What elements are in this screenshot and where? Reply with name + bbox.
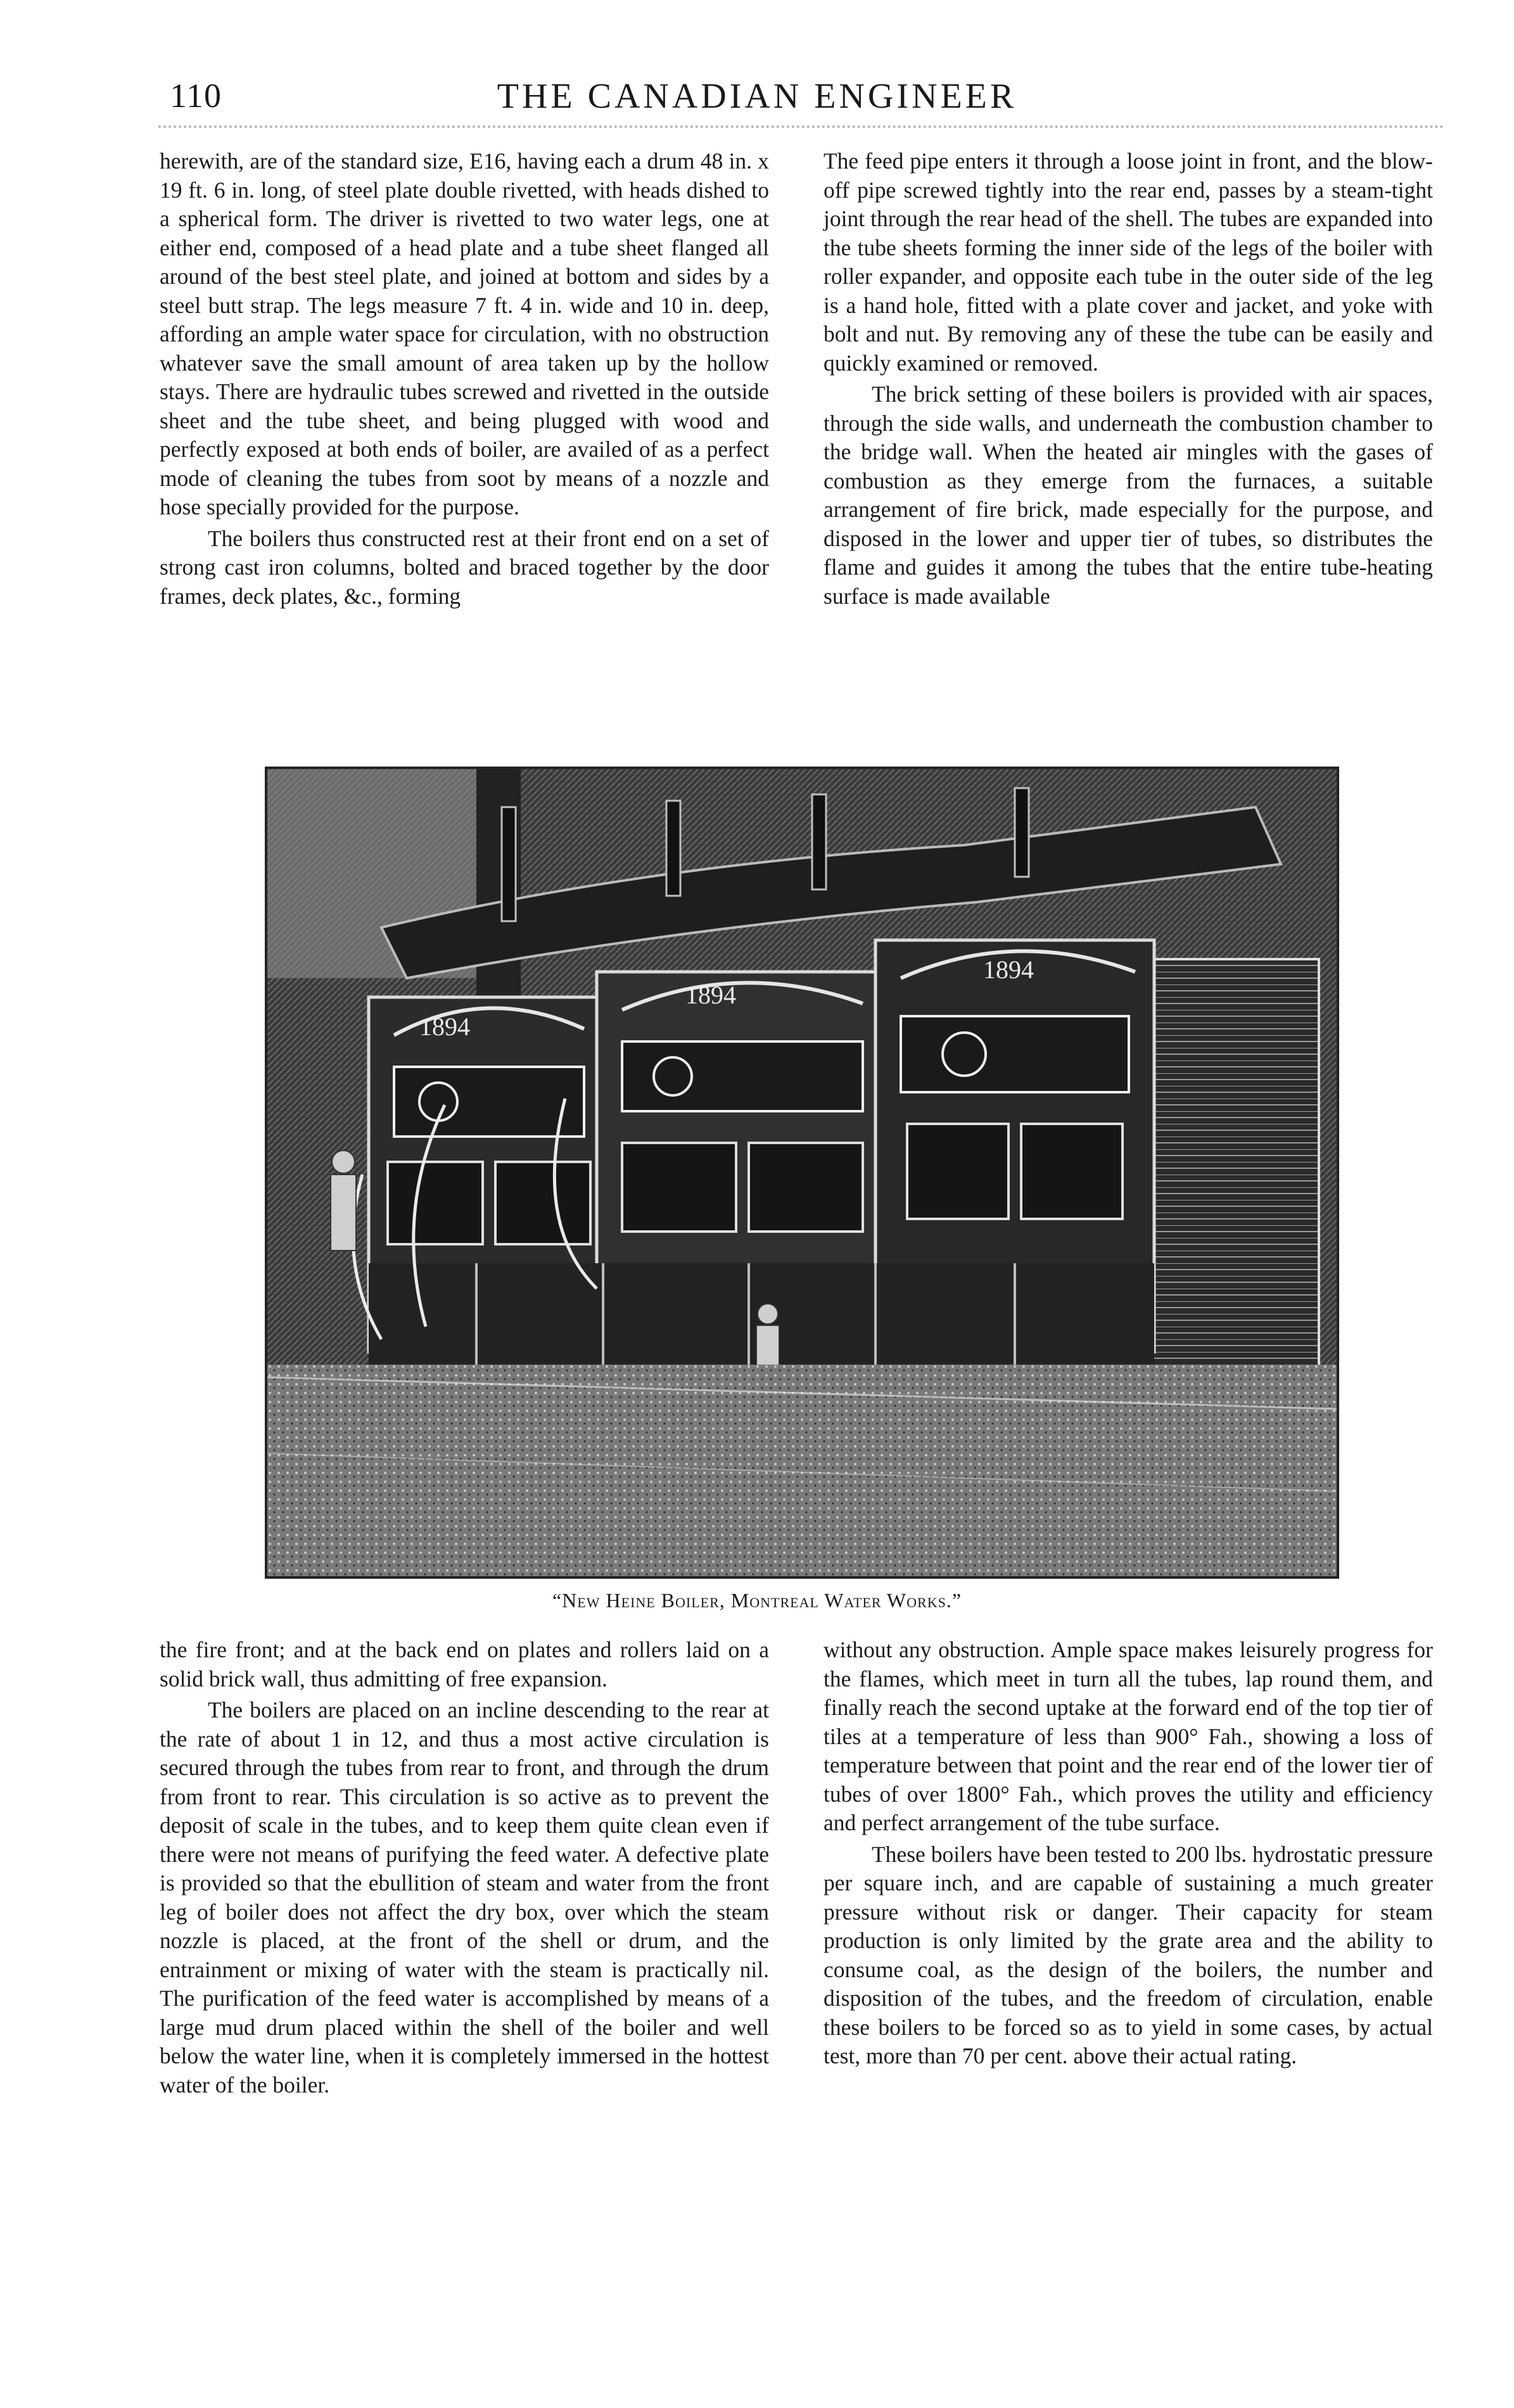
running-head: THE CANADIAN ENGINEER — [497, 77, 1017, 116]
column-top-left — [160, 147, 769, 611]
paragraph: The brick setting of these boilers is provided with air spaces, through the side walls, and underneath the combustion chamber to the bridge wall. When the heated air mingles with the gases of combustion as they emerge from the furnaces, a suitable arrangement of fire brick, made especially for the purpose, and disposed in the lower and upper tier of tubes, so distributes the flame and guides it among the tubes that the entire tube-heating surface is made available — [824, 381, 1433, 609]
header-rule — [158, 125, 1444, 128]
paragraph: the fire front; and at the back end on plates and rollers laid on a solid brick wall, thus admitting of free expansion. — [160, 1637, 769, 1691]
year-plate: 1894 — [983, 955, 1034, 984]
column-bottom-left — [160, 1636, 769, 2099]
figure-caption: “New Heine Boiler, Montreal Water Works.” — [552, 1589, 962, 1612]
year-plate: 1894 — [419, 1012, 470, 1041]
paragraph: These boilers have been tested to 200 lbs. hydrostatic pressure per square inch, and are capable of sustaining a much greater pressure without risk or danger. Their capacity for steam production is only limited by the grate area and the ability to consume coal, as the design of the boilers, the number and disposition of the tubes, and the freedom of circulation, enable these boilers to be forced so as to yield in some cases, by actual test, more than 70 per cent. above their actual rating. — [824, 1841, 1433, 2068]
page-number: 110 — [170, 77, 222, 115]
paragraph: The boilers are placed on an incline descending to the rear at the rate of about 1 in 12, and thus a most active circulation is secured through the tubes from rear to front, and through the drum from front to rear. This circulation is so active as to prevent the deposit of scale in the tubes, and to keep them quite clean even if there were not means of purifying the feed water. A defective plate is provided so that the ebullition of steam and water from the front leg of boiler does not affect the dry box, over which the steam nozzle is placed, at the front of the shell or drum, and the entrainment or mixing of water with the steam is practically nil. The purification of the feed water is accomplished by means of a large mud drum placed within the shell of the boiler and well below the water line, when it is completely immersed in the hottest water of the boiler. — [160, 1697, 769, 2098]
year-plate: 1894 — [685, 981, 736, 1009]
paragraph: The boilers thus constructed rest at their front end on a set of strong cast iron columns, bolted and braced together by the door frames, deck plates, &c., forming — [160, 525, 769, 609]
column-bottom-right — [824, 1636, 1433, 2071]
boiler-illustration — [265, 767, 1339, 1579]
paragraph: The feed pipe enters it through a loose joint in front, and the blow-off pipe screwed tightly into the rear end, passes by a steam-tight joint through the rear head of the shell. The tubes are expanded into the tube sheets forming the inner side of the legs of the boiler with roller expander, and opposite each tube in the outer side of the leg is a hand hole, fitted with a plate cover and jacket, and yoke with bolt and nut. By removing any of these the tube can be easily and quickly examined or removed. — [824, 148, 1433, 376]
paragraph: herewith, are of the standard size, E16, having each a drum 48 in. x 19 ft. 6 in. long, of steel plate double rivetted, with heads dished to a spherical form. The driver is rivetted to two water legs, one at either end, composed of a head plate and a tube sheet flanged all around of the best steel plate, and joined at bottom and sides by a steel butt strap. The legs measure 7 ft. 4 in. wide and 10 in. deep, affording an ample water space for circulation, with no obstruction whatever save the small amount of area taken up by the hollow stays. There are hydraulic tubes screwed and rivetted in the outside sheet and the tube sheet, and being plugged with wood and perfectly exposed at both ends of boiler, are availed of as a perfect mode of cleaning the tubes from soot by means of a nozzle and hose specially provided for the purpose. — [160, 148, 769, 519]
column-top-right — [824, 147, 1433, 611]
paragraph: without any obstruction. Ample space makes leisurely progress for the flames, which meet in turn all the tubes, lap round them, and finally reach the second uptake at the forward end of the top tier of tiles at a temperature of less than 900° Fah., showing a loss of temperature between that point and the rear end of the lower tier of tubes of over 1800° Fah., which proves the utility and efficiency and perfect arrangement of the tube surface. — [824, 1637, 1433, 1835]
